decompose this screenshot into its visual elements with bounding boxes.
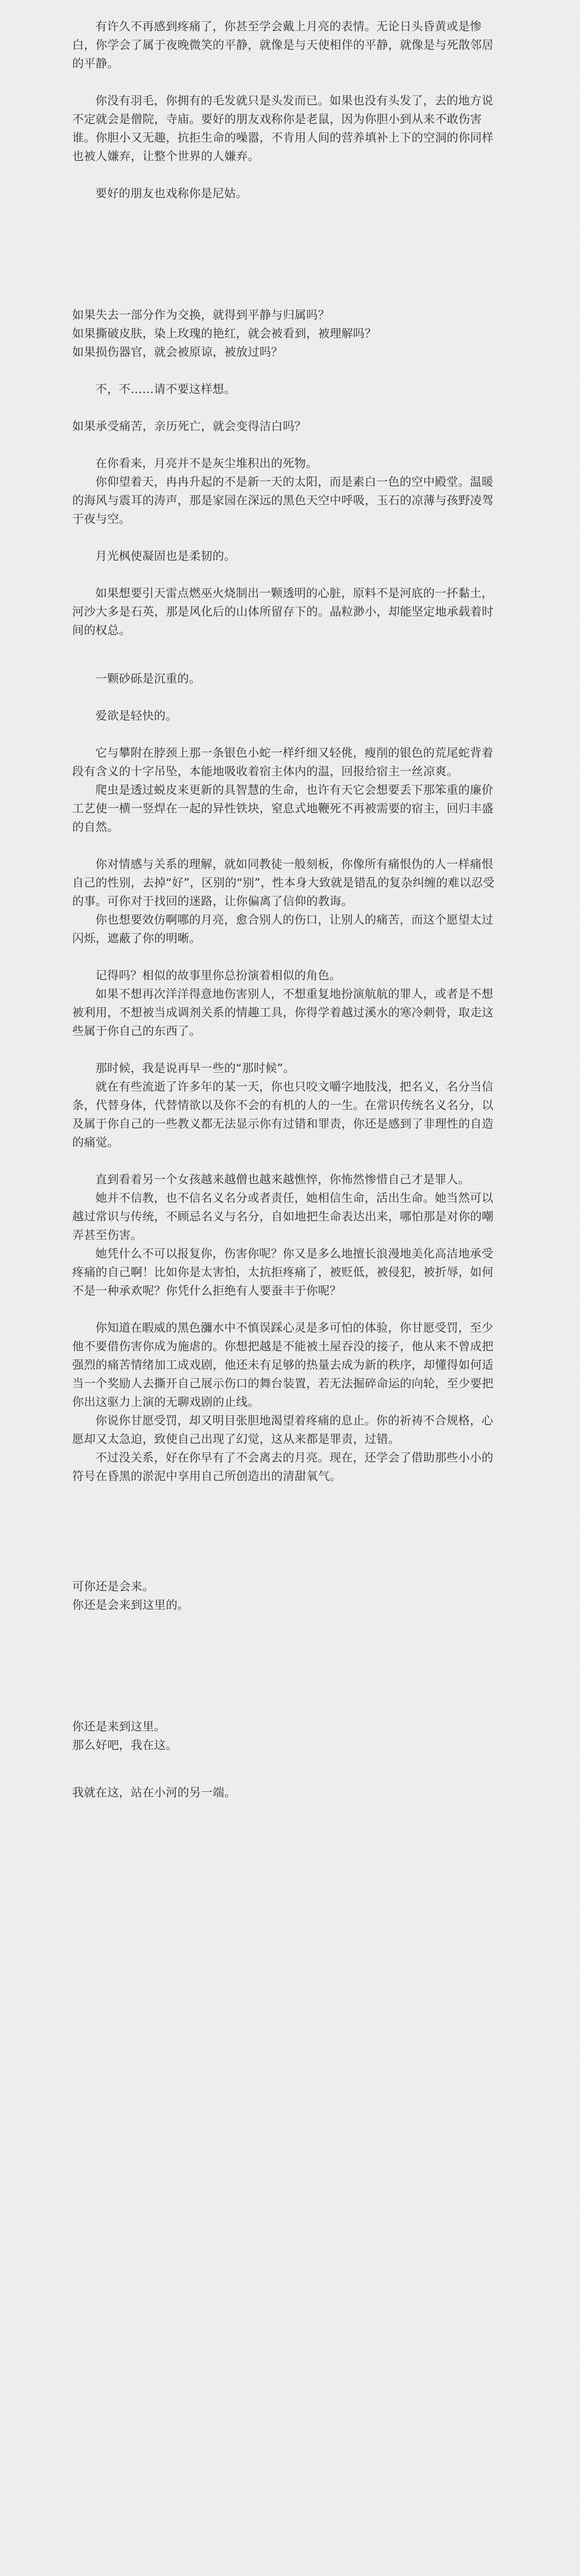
paragraph: 如果承受痛苦，亲历死亡，就会变得洁白吗？ bbox=[72, 420, 307, 433]
paragraph: 就在有些流逝了许多年的某一天，你也只咬文嚼字地肢浅，把名义，名分当信条，代替身体，代替情欲以及你不会的有机的人的一生。在常识传统名义名分，以及属于你自己的一些教义都无法显示你有过错和罪责，你还是感到了非理性的自造的痛觉。 bbox=[72, 1080, 494, 1149]
paragraph: 你还是会来到这里的。 bbox=[72, 1599, 190, 1612]
paragraph: 不，不……请不要这样想。 bbox=[95, 383, 236, 396]
paragraph: 爬虫是透过蜕皮来更新的具智慧的生命，也许有天它会想要丢下那笨重的廉价工艺使一横一竖焊在一起的异性铁块，窒息式地鞭死不再被需要的宿主，回归丰盛的自然。 bbox=[72, 784, 494, 834]
paragraph: 你没有羽毛，你拥有的毛发就只是头发而已。如果也没有头发了，去的地方说不定就会是僧院，寺庙。要好的朋友戏称你是老鼠，因为你胆小到从来不敢伤害谁。你胆小又无趣，抗拒生命的噪嚣，不肯用人间的营养填补上下的空洞的你同样也被人嫌弃，让整个世界的人嫌弃。 bbox=[72, 94, 494, 163]
paragraph: 我就在这，站在小河的另一端。 bbox=[72, 1786, 236, 1800]
paragraph: 她凭什么不可以报复你，伤害你呢？你又是多么地擅长浪漫地美化高洁地承受疼痛的自己啊！比如你是太害怕，太抗拒疼痛了，被贬低，被侵犯，被折辱，如何不是一种承欢呢？你凭什么拒绝有人要蚕丰于你呢？ bbox=[72, 1247, 494, 1298]
paragraph: 你仰望着天，冉冉升起的不是新一天的太阳，而是素白一色的空中殿堂。温暖的海风与震耳的涛声，那是家园在深远的黑色天空中呼吸，玉石的凉薄与孩野凌驾于夜与空。 bbox=[72, 476, 494, 526]
paragraph: 不过没关系，好在你早有了不会离去的月亮。现在，还学会了借助那些小小的符号在昏黑的淤泥中享用自己所创造出的清甜氧气。 bbox=[72, 1451, 493, 1483]
paragraph: 你说你甘愿受罚，却又明目张胆地渴望着疼痛的息止。你的祈祷不合规格，心愿却又太急迫，致使自己出现了幻觉，这从来都是罪责，过错。 bbox=[72, 1414, 493, 1446]
paragraph: 在你看来，月亮并不是灰尘堆积出的死物。 bbox=[95, 457, 318, 470]
paragraph: 她并不信教，也不信名义名分或者责任，她相信生命，活出生命。她当然可以越过常识与传统，不顾忌名义与名分，自如地把生命表达出来，哪怕那是对你的嘲弄甚至伤害。 bbox=[72, 1192, 494, 1242]
paragraph: 有许久不再感到疼痛了，你甚至学会戴上月亮的表情。无论日头昏黄或是惨白，你学会了属于夜晚微笑的平静，就像是与天使相伴的平静，就像是与死散邻居的平静。 bbox=[72, 20, 494, 71]
paragraph: 如果损伤器官，就会被原谅，被放过吗？ bbox=[72, 346, 283, 359]
paragraph: 你还是来到这里。 bbox=[72, 1720, 166, 1734]
paragraph: 如果失去一部分作为交换，就得到平静与归属吗？ bbox=[72, 309, 330, 322]
paragraph: 你知道在暇威的黑色瀰水中不慎误踩心灵是多可怕的体验，你甘愿受罚，至少他不要借伤害你成为施虐的。你想把越是不能被土屋吞没的接子，他从来不曾成把强烈的痛苦情绪加工成戏剧，他还未有足够的热量去成为新的秩序，却懂得如何适当一个奖励人去撕开自己展示伤口的舞台装置，若无法掘碎命运的向轮，至少要把你出这驱力上演的无聊戏剧的止线。 bbox=[72, 1321, 494, 1409]
paragraph: 如果不想再次洋洋得意地伤害别人，不想重复地扮演航航的罪人，或者是不想被利用，不想被当成调剂关系的情趣工具，你得学着越过溪水的寒冷刺骨，取走这些属于你自己的东西了。 bbox=[72, 988, 494, 1038]
paragraph: 可你还是会来。 bbox=[72, 1580, 154, 1594]
paragraph: 它与攀附在脖颈上那一条银色小蛇一样纤细又轻佻，瘦削的银色的荒尾蛇背着段有含义的十字吊坠，本能地吸收着宿主体内的温，回报给宿主一丝凉爽。 bbox=[72, 747, 493, 778]
paragraph: 那时候，我是说再早一些的“那时候”。 bbox=[95, 1062, 295, 1075]
paragraph: 爱欲是轻快的。 bbox=[95, 709, 177, 723]
paragraph: 一颗砂砾是沉重的。 bbox=[95, 672, 201, 686]
paragraph: 直到看着另一个女孩越来越僧也越来越憔悴，你怖然惨惜自己才是罪人。 bbox=[95, 1173, 470, 1187]
paragraph: 那么好吧，我在这。 bbox=[72, 1739, 178, 1752]
paragraph: 月光枫使凝固也是柔韧的。 bbox=[95, 550, 236, 563]
paragraph: 你也想要效仿啊哪的月亮，愈合别人的伤口，让别人的痛苦，而这个愿望太过闪烁，遮蔽了你的明晰。 bbox=[72, 913, 493, 945]
paragraph: 你对情感与关系的理解，就如同教徒一般刻板，你像所有痛恨伪的人一样痛恨自己的性别，去掉“好”，区别的“别”，性本身大致就是错乱的复杂纠缠的难以忍受的事。可你对于找回的迷路，让你偏离了信仰的教诲。 bbox=[72, 858, 495, 908]
paragraph: 如果想要引天雷点燃巫火烧制出一颗透明的心脏，原料不是河底的一抔黏土，河沙大多是石英，那是风化后的山体所留存下的。晶粒渺小，却能坚定地承载着时间的权总。 bbox=[72, 587, 494, 637]
paragraph: 记得吗？相似的故事里你总扮演着相似的角色。 bbox=[95, 969, 341, 982]
paragraph: 如果撕破皮肤，染上玫瑰的艳红，就会被看到，被理解吗？ bbox=[72, 327, 377, 341]
paragraph: 要好的朋友也戏称你是尼姑。 bbox=[95, 187, 248, 200]
